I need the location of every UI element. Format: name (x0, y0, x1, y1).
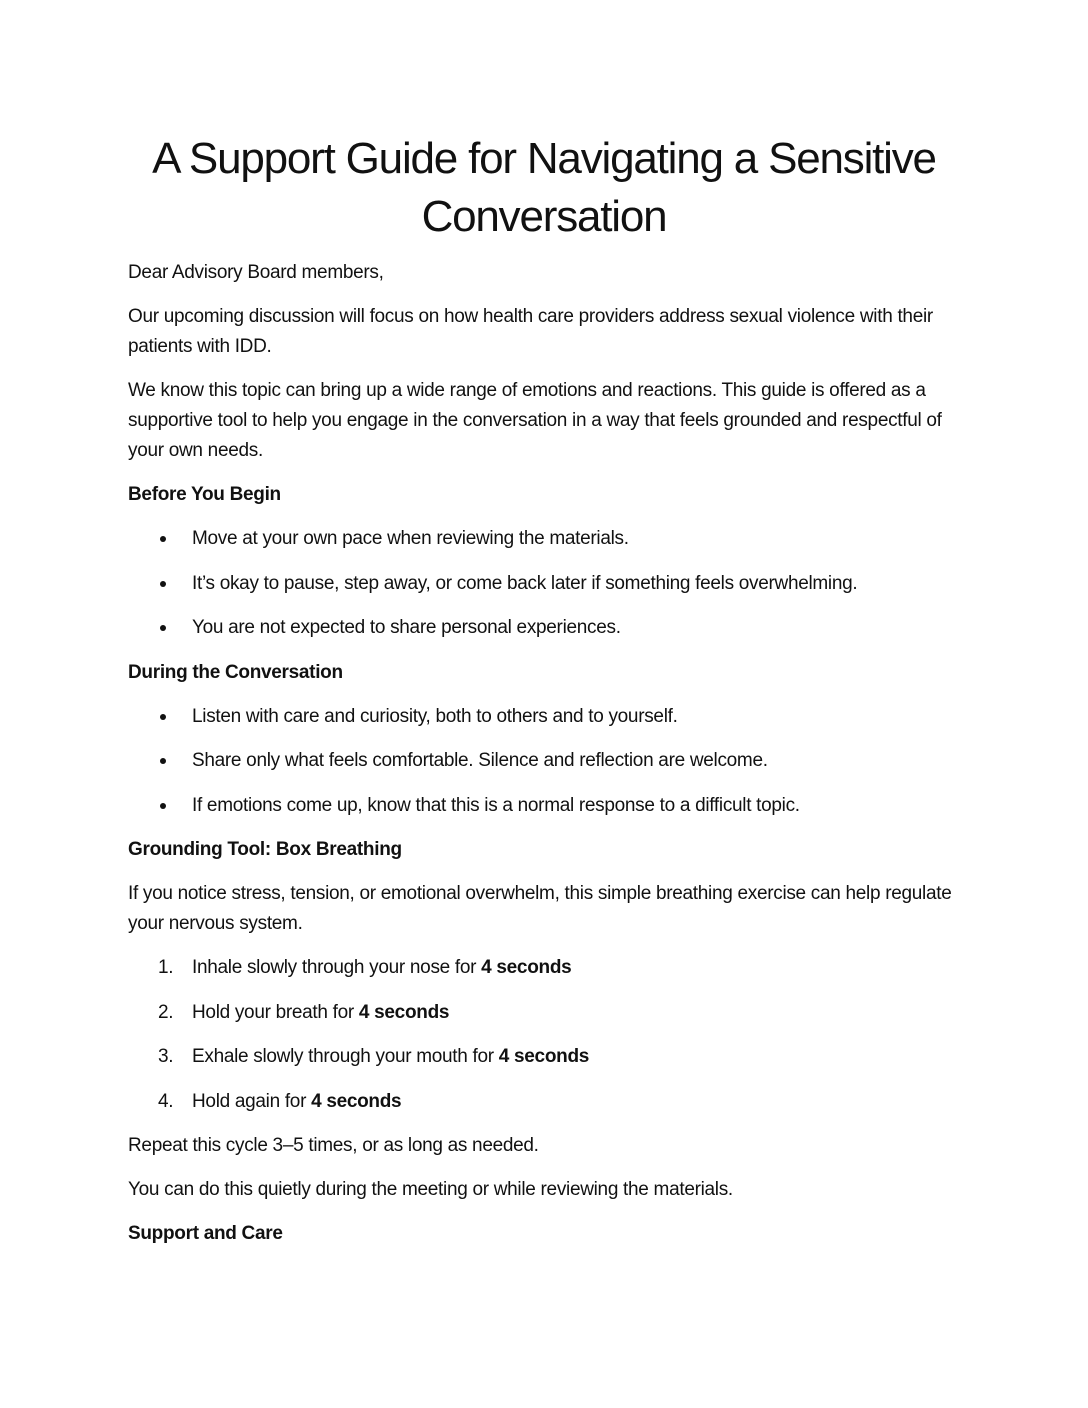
grounding-intro: If you notice stress, tension, or emotional overwhelm, this simple breathing exercise can help regulate your nervous system. (128, 883, 952, 934)
intro-paragraph-1: Our upcoming discussion will focus on how health care providers address sexual violence with their patients with IDD. (128, 306, 933, 357)
breathing-step (128, 998, 958, 1028)
intro-paragraph-2: We know this topic can bring up a wide range of emotions and reactions. This guide is offered as a supportive tool to help you engage in the conversation in a way that feels grounded and respectful of your own needs. (128, 380, 942, 461)
quiet-note: You can do this quietly during the meeting or while reviewing the materials. (128, 1179, 733, 1200)
breathing-step (128, 953, 958, 983)
step-number: 4. (158, 1090, 174, 1112)
step-text: Hold your breath for (192, 1001, 359, 1023)
greeting: Dear Advisory Board members, (128, 262, 384, 283)
bullet-icon (160, 536, 166, 542)
bullet-icon (160, 581, 166, 587)
bullet-icon (160, 803, 166, 809)
step-duration: 4 seconds (311, 1090, 402, 1112)
step-text: Inhale slowly through your nose for (192, 957, 482, 978)
step-duration: 4 seconds (481, 957, 572, 978)
breathing-step (128, 1087, 958, 1117)
list-item-text: You are not expected to share personal experiences. (192, 617, 621, 638)
during-list (128, 702, 958, 821)
section-heading-during: During the Conversation (128, 661, 343, 683)
list-item (128, 613, 958, 643)
section-heading-support: Support and Care (128, 1223, 283, 1244)
before-list (128, 524, 958, 643)
breathing-step (128, 1042, 958, 1072)
repeat-note: Repeat this cycle 3–5 times, or as long as needed. (128, 1135, 539, 1156)
document-title: A Support Guide for Navigating a Sensitive Conversation (152, 134, 936, 241)
breathing-steps-list (128, 953, 958, 1117)
document-body (128, 258, 958, 1263)
step-number: 2. (158, 1001, 174, 1023)
list-item-text: Listen with care and curiosity, both to others and to yourself. (192, 705, 678, 727)
list-item (128, 569, 958, 599)
list-item (128, 746, 958, 776)
list-item (128, 702, 958, 732)
step-text: Hold again for (192, 1090, 312, 1112)
section-heading-grounding: Grounding Tool: Box Breathing (128, 839, 402, 860)
step-duration: 4 seconds (358, 1001, 450, 1023)
list-item-text: Share only what feels comfortable. Silence and reflection are welcome. (192, 750, 768, 771)
step-number: 3. (158, 1046, 174, 1067)
bullet-icon (160, 758, 166, 764)
section-heading-before: Before You Begin (128, 484, 281, 505)
step-text: Exhale slowly through your mouth for (192, 1046, 499, 1067)
step-number: 1. (158, 957, 174, 978)
bullet-icon (160, 625, 166, 631)
list-item (128, 791, 958, 821)
list-item-text: If emotions come up, know that this is a normal response to a difficult topic. (192, 794, 800, 816)
list-item-text: Move at your own pace when reviewing the materials. (192, 528, 629, 549)
step-duration: 4 seconds (498, 1046, 590, 1067)
list-item-text: It’s okay to pause, step away, or come back later if something feels overwhelming. (192, 572, 858, 594)
bullet-icon (160, 714, 166, 720)
list-item (128, 524, 958, 554)
